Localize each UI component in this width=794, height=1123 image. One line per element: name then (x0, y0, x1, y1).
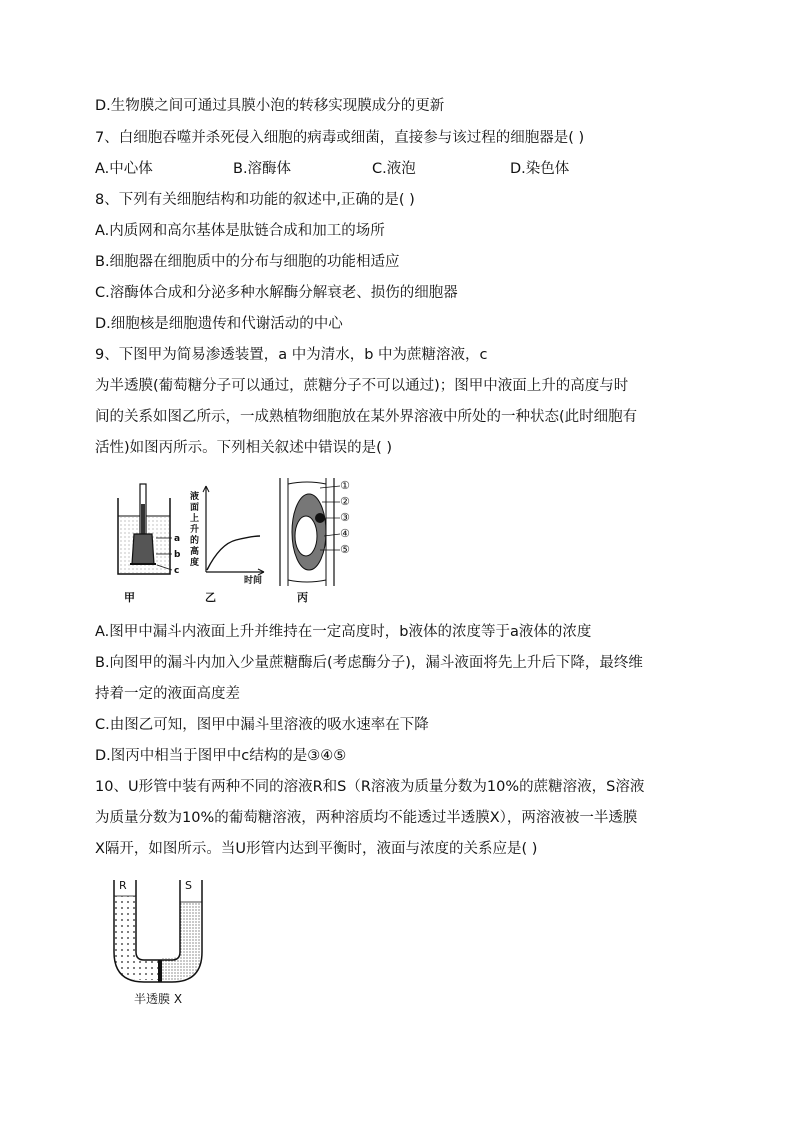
u-tube-label-r: R (119, 879, 127, 892)
q9-option-c: C.由图乙可知，图甲中漏斗里溶液的吸水速率在下降 (95, 717, 429, 733)
q9-option-a: A.图甲中漏斗内液面上升并维持在一定高度时，b液体的浓度等于a液体的浓度 (95, 624, 592, 640)
q7-option-d: D.染色体 (510, 161, 570, 177)
cell-label-3: ③ (340, 511, 350, 524)
beaker-label-c: c (174, 566, 180, 576)
cell-leader-lines (320, 480, 342, 560)
q9-option-b-line-2: 持着一定的液面高度差 (95, 686, 240, 702)
membrane-caption: 半透膜 X (134, 992, 183, 1006)
cell-label-2: ② (340, 495, 350, 508)
cell-label-5: ⑤ (340, 543, 350, 556)
q10-stem-line-2: 为质量分数为10%的葡萄糖溶液，两种溶质均不能透过半透膜X），两溶液被一半透膜 (95, 810, 638, 826)
q9-stem-line-2: 为半透膜(葡萄糖分子可以通过，蔗糖分子不可以通过)；图甲中液面上升的高度与时 (95, 378, 629, 394)
q8-option-a: A.内质网和高尔基体是肽链合成和加工的场所 (95, 223, 385, 239)
graph-x-axis-label: 时间 (244, 576, 263, 586)
q9-stem-line-1: 9、下图甲为简易渗透装置，a 中为清水，b 中为蔗糖溶液，c (95, 347, 488, 363)
beaker-label-a: a (174, 534, 181, 544)
q8-option-d: D.细胞核是细胞遗传和代谢活动的中心 (95, 316, 343, 332)
q8-stem: 8、下列有关细胞结构和功能的叙述中,正确的是( ) (95, 192, 415, 208)
cell-label-4: ④ (340, 527, 350, 540)
q7-stem: 7、白细胞吞噬并杀死侵入细胞的病毒或细菌，直接参与该过程的细胞器是( ) (95, 130, 585, 146)
graph-y-axis-label: 液面上升的高度 (190, 492, 200, 568)
q10-stem-line-3: X隔开，如图所示。当U形管内达到平衡时，液面与浓度的关系应是( ) (95, 841, 538, 857)
beaker-label-b: b (174, 550, 181, 560)
q7-option-b: B.溶酶体 (233, 161, 292, 177)
q7-option-a: A.中心体 (95, 161, 153, 177)
q6-option-d: D.生物膜之间可通过具膜小泡的转移实现膜成分的更新 (95, 98, 445, 114)
q8-option-b: B.细胞器在细胞质中的分布与细胞的功能相适应 (95, 254, 400, 270)
q9-stem-line-3: 间的关系如图乙所示，一成熟植物细胞放在某外界溶液中所处的一种状态(此时细胞有 (95, 409, 638, 425)
height-time-graph (198, 484, 268, 576)
q7-option-c: C.液泡 (372, 161, 416, 177)
q9-option-b-line-1: B.向图甲的漏斗内加入少量蔗糖酶后(考虑酶分子)，漏斗液面将先上升后下降，最终维 (95, 655, 643, 671)
u-tube-figure (108, 876, 208, 988)
q9-stem-line-4: 活性)如图丙所示。下列相关叙述中错误的是( ) (95, 440, 393, 456)
figure-label-yi: 乙 (205, 591, 216, 604)
u-tube-label-s: S (185, 879, 192, 892)
q9-option-d: D.图丙中相当于图甲中c结构的是③④⑤ (95, 748, 347, 764)
cell-label-1: ① (340, 479, 350, 492)
q10-stem-line-1: 10、U形管中装有两种不同的溶液R和S（R溶液为质量分数为10%的蔗糖溶液，S溶液 (95, 779, 645, 795)
figure-label-jia: 甲 (124, 591, 135, 604)
q8-option-c: C.溶酶体合成和分泌多种水解酶分解衰老、损伤的细胞器 (95, 285, 458, 301)
figure-label-bing: 丙 (297, 591, 308, 604)
